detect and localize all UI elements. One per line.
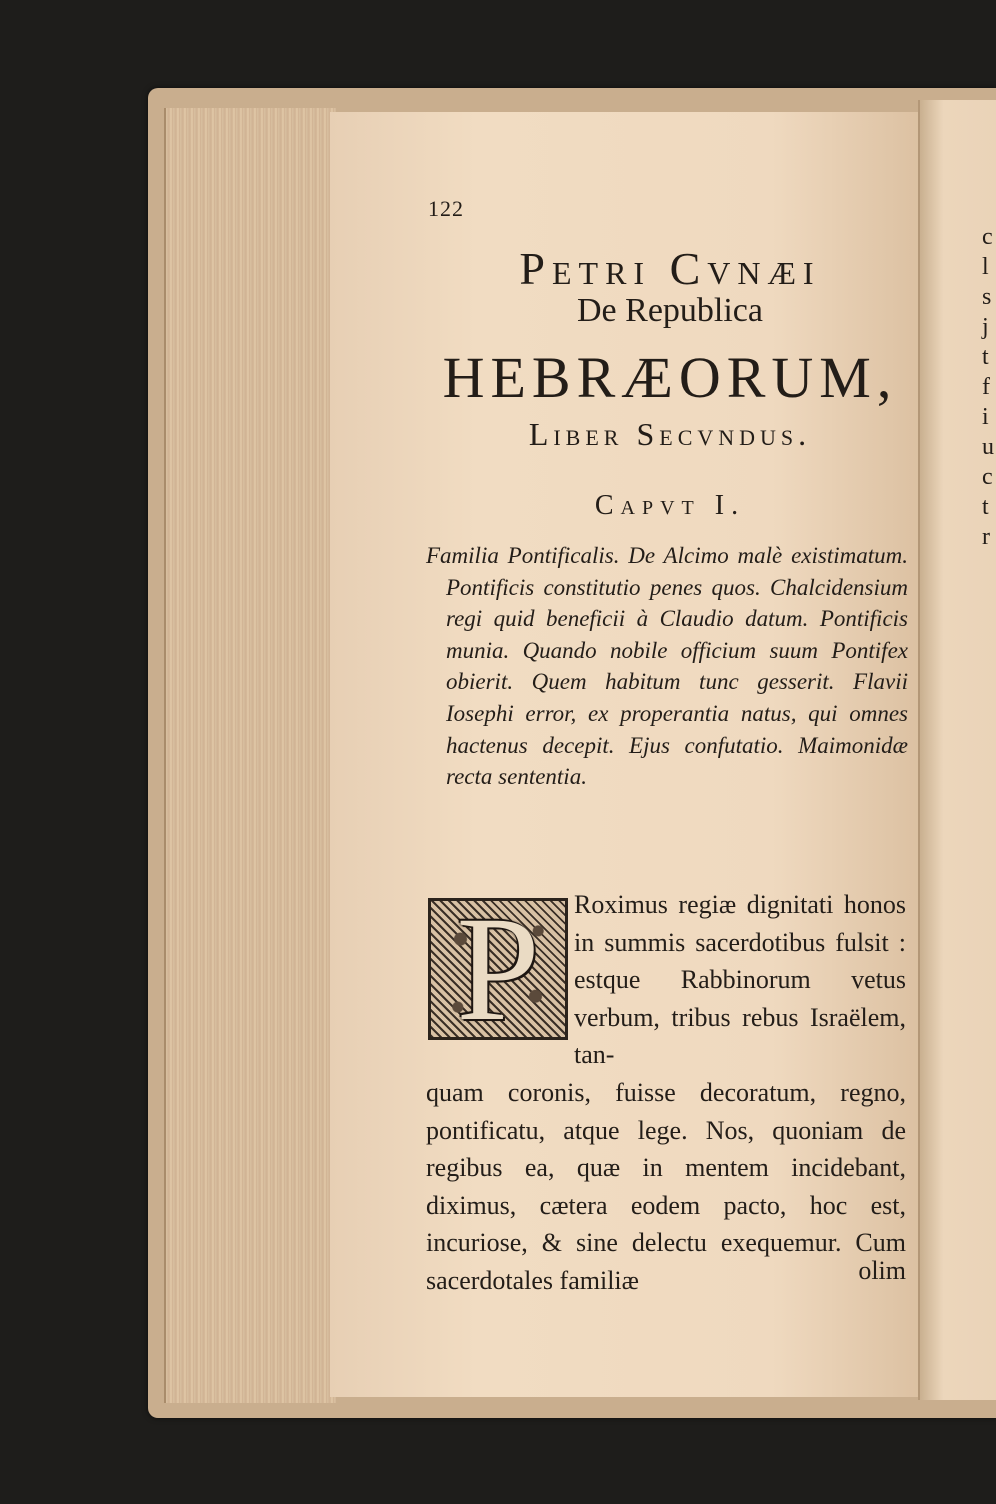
right-page-visible-letters: c l s j t f i u c t r [982,224,994,550]
book-label: Liber Secvndus. [528,416,812,452]
body-text: quam coronis, fuisse decoratum, regno, pontificatu, atque lege. Nos, quoniam de regibus ea, quæ in mentem incidebant, diximus, cætera eodem pacto, hoc est, incuriose, & sine delectu exequemur. Cum sacerdotales familiæ [426,1078,906,1295]
work-title-main: HEBRÆORUM, [442,345,898,410]
work-title: De Republica [577,292,763,329]
drop-cap-ornament [428,886,568,1052]
drop-cap-letter: P [456,886,540,1052]
body-text-wrapped: Roximus regiæ dignitati honos in summis sacerdotibus fulsit : estque Rabbinorum vetus verbum, tribus rebus Israëlem, tan- [574,890,906,1070]
catchword: olim [858,1256,906,1285]
page-number: 122 [428,196,464,221]
chapter-summary: Familia Pontificalis. De Alcimo malè existimatum. Pontificis constitutio penes quos. Chalcidensium regi quid beneficii à Claudio datum. Pontificis munia. Quando nobile officium suum Pontifex obierit. Quem habitum tunc gesserit. Flavii Iosephi error, ex properantia natus, qui omnes hactenus decepit. Ejus confutatio. Maimonidæ recta sententia. [426,543,908,790]
author-title: Petri Cvnæi [519,243,821,294]
page-edges [164,108,336,1403]
chapter-heading: Capvt I. [594,490,746,521]
